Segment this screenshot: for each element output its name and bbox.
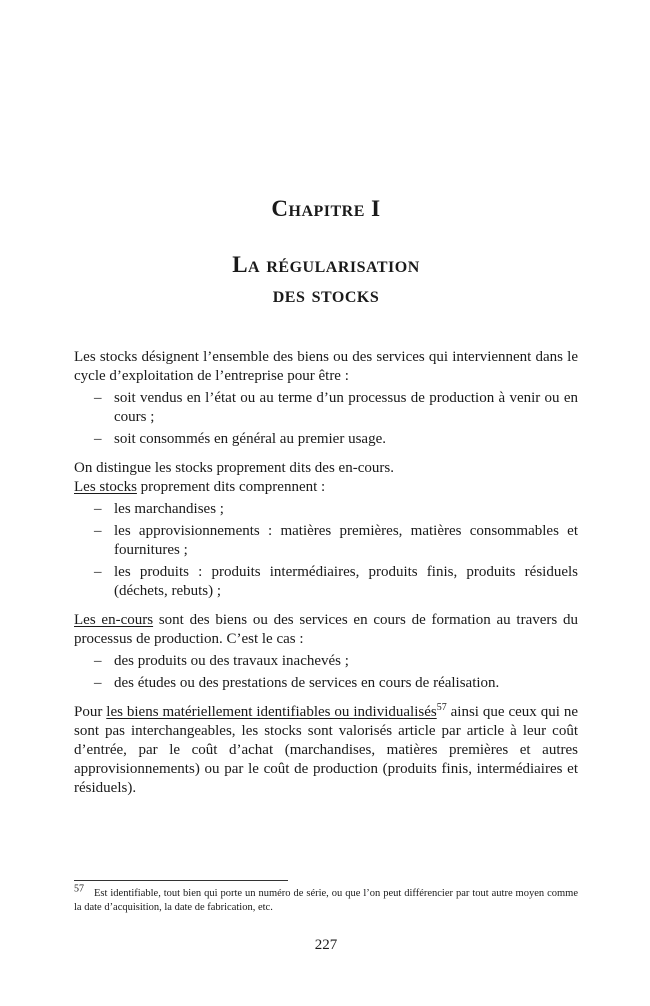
list-item-text: les marchandises ;: [114, 501, 224, 517]
footnote-number: 57: [74, 883, 84, 895]
list-en-cours: [74, 652, 578, 693]
list-item-text: soit consommés en général au premier usage.: [114, 431, 386, 447]
footnote-reference[interactable]: 57: [436, 702, 447, 713]
list-stocks-usage: [74, 389, 578, 449]
list-item: [74, 674, 578, 693]
list-item: [74, 563, 578, 601]
footnote-text: Est identifiable, tout bien qui porte un numéro de série, ou que l’on peut différencier par tout autre moyen comme la date d’acquisition, la date de fabrication, etc.: [74, 888, 578, 913]
chapter-title-line-1: La régularisation: [232, 252, 420, 277]
chapter-title: [74, 250, 578, 310]
paragraph-distinction: On distingue les stocks proprement dits des en-cours.: [74, 460, 394, 476]
chapter-title-line-2: des stocks: [272, 282, 380, 307]
list-item-text: les produits : produits intermédiaires, produits finis, produits résiduels (déchets, rebuts) ;: [114, 564, 578, 599]
dash-marker: –: [94, 501, 102, 517]
list-item-text: les approvisionnements : matières premières, matières consommables et fournitures ;: [114, 523, 578, 558]
list-item: [74, 652, 578, 671]
underlined-term: Les stocks: [74, 479, 137, 495]
dash-marker: –: [94, 390, 102, 406]
dash-marker: –: [94, 523, 102, 539]
dash-marker: –: [94, 431, 102, 447]
paragraph-valuation: [74, 703, 578, 798]
paragraph-text: Pour: [74, 704, 107, 720]
underlined-term: les biens matériellement identifiables ou individualisés: [106, 704, 437, 720]
footnote: [74, 883, 578, 915]
chapter-heading: Chapitre I: [271, 196, 381, 221]
dash-marker: –: [94, 675, 102, 691]
list-item: [74, 500, 578, 519]
list-item-text: des études ou des prestations de services en cours de réalisation.: [114, 675, 500, 691]
page-number: 227: [314, 937, 338, 953]
list-item: [74, 430, 578, 449]
paragraph-text: ainsi que ceux qui ne sont pas interchangeables, les stocks sont valorisés article par article à leur coût d’entrée, par le coût d’achat (marchandises, matières premières et autres approvisionnements) ou par le coût de production (produits finis, intermédiaires et résiduels).: [74, 704, 578, 796]
list-stocks-types: [74, 500, 578, 601]
dash-marker: –: [94, 564, 102, 580]
footnote-divider: [74, 880, 288, 881]
list-item-text: des produits ou des travaux inachevés ;: [114, 653, 349, 669]
paragraph-stocks-definition: Les stocks désignent l’ensemble des biens ou des services qui interviennent dans le cycle d’exploitation de l’entreprise pour être :: [74, 349, 578, 384]
paragraph-stocks-include: [74, 478, 578, 497]
paragraph-text: proprement dits comprennent :: [136, 479, 326, 495]
paragraph-en-cours: [74, 611, 578, 649]
list-item-text: soit vendus en l’état ou au terme d’un processus de production à venir ou en cours ;: [114, 390, 578, 425]
body-text: [74, 348, 578, 798]
list-item: [74, 522, 578, 560]
list-item: [74, 389, 578, 427]
dash-marker: –: [94, 653, 102, 669]
paragraph-text: sont des biens ou des services en cours de formation au travers du processus de production. C’est le cas :: [74, 612, 578, 647]
underlined-term: Les en-cours: [74, 612, 154, 628]
